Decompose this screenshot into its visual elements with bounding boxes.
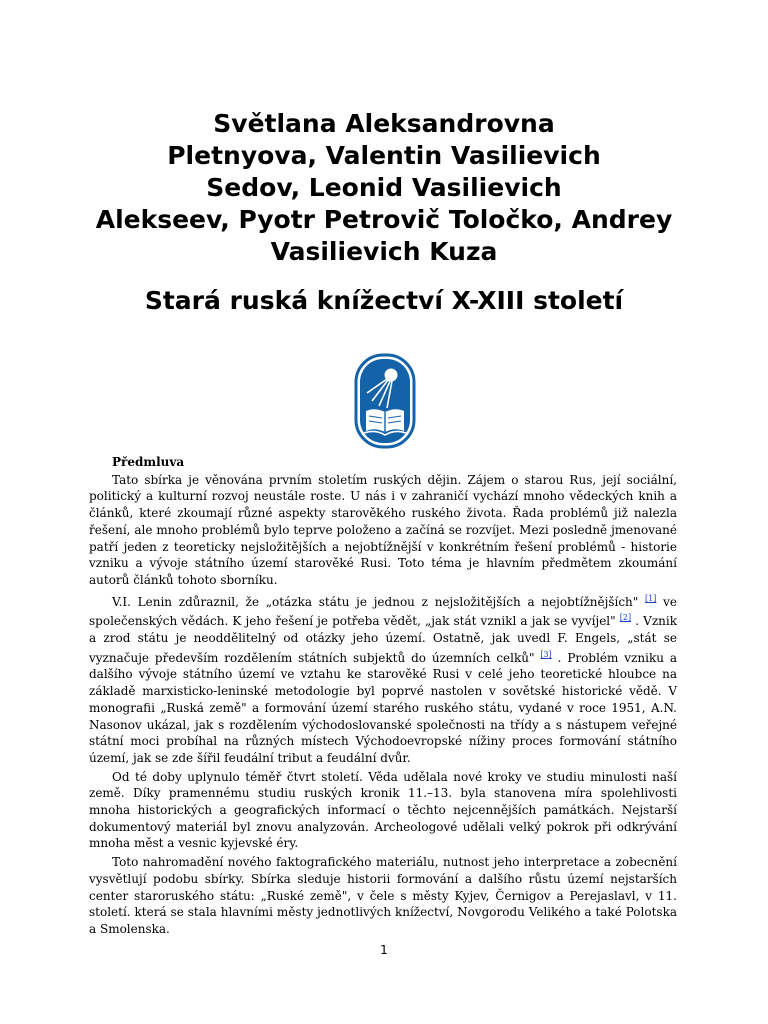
paragraph [89,769,677,853]
footnote-link-2[interactable]: [2] [619,613,632,623]
paragraph-text: . Problém vzniku a dalšího vývoje státního území ve vztahu ke starověké Rusi v celé jeho teoretické hloubce na základě marxisticko-leninské metodologie byl poprvé nastolen v sovětské historické vědě. V monografii „Ruská země" a formování území starého ruského státu, vydané v roce 1951, A.N. Nasonov ukázal, jak s rozdělením východoslovanské společnosti na třídy a s nástupem veřejné státní moci probíhal na různých místech Východoevropské nížiny proces formování státního území, jak se zde šířil feudální tribut a feudální dvůr. [89,650,677,765]
paragraph-text: V.I. Lenin zdůraznil, že „otázka státu je jednou z nejsložitějších a nejobtížnějších" [112,594,646,609]
book-title: Stará ruská knížectví X-XIII století [144,286,624,315]
author-line: Sedov, Leonid Vasilievich [206,173,562,202]
paragraph-text: Toto nahromadění nového faktografického materiálu, nutnost jeho interpretace a zobecnění vysvětlují podobu sbírky. Sbírka sleduje historii formování a dalšího růstu území nejstarších center staroruského státu: „Ruské země", v čele s městy Kyjev, Černigov a Perejaslavl, v 11. století. která se stala hlavními městy jednotlivých knížectví, Novgorodu Velikého a také Polotska a Smolenska. [89,855,677,936]
paragraph [89,472,677,589]
paragraph-text: . Vznik a zrod státu je neoddělitelný od otázky jeho území. Ostatně, jak uvedl F. Engels, „stát se vyznačuje především rozdělením státních subjektů do územních celků" [89,614,677,665]
footnote-link-3[interactable]: [3] [540,649,552,659]
paragraph [89,854,677,938]
author-line: Světlana Aleksandrovna [213,109,555,138]
paragraph-text: ve společenských vědách. K jeho řešení je potřeba vědět, „jak stát vznikl a jak se vyvíjel" [89,594,677,629]
section-heading: Předmluva [112,455,185,469]
author-line: Pletnyova, Valentin Vasilievich [167,141,601,170]
author-line: Alekseev, Pyotr Petrovič Toločko, Andrey [95,205,673,234]
author-line: Vasilievich Kuza [270,237,498,266]
page-number: 1 [380,943,388,957]
author-list [60,108,708,268]
paragraph-text: Od té doby uplynulo téměř čtvrt století. Věda udělala nové kroky ve studiu minulosti naší země. Díky pramennému studiu ruských kronik 11.–13. byla stanovena míra spolehlivosti mnoha historických a geografických informací o těchto nejcennějších památkách. Nejstarší dokumentový materiál byl znovu analyzován. Archeologové udělali velký pokrok při odkrývání mnoha měst a vesnic kyjevské éry. [89,769,677,851]
paragraph [89,591,677,767]
body-text [89,454,677,940]
publisher-logo-icon [354,353,416,449]
paragraph-text: Tato sbírka je věnována prvním stoletím ruských dějin. Zájem o starou Rus, její sociální, politický a kulturní rozvoj neustále roste. U nás i v zahraničí vychází mnoho vědeckých knih a článků, které zkoumají různé aspekty starověkého ruského života. Řada problémů již nalezla řešení, ale mnoho problémů bylo teprve položeno a začíná se rozvíjet. Mezi posledně jmenované patří jeden z teoreticky nejsložitějších a nejobtížnější v konkrétním řešení problémů - historie vzniku a vývoje státního území starověké Rusi. Toto téma je hlavním předmětem zkoumání autorů článků tohoto sborníku. [89,472,677,587]
footnote-link-1[interactable]: [1] [645,593,657,603]
